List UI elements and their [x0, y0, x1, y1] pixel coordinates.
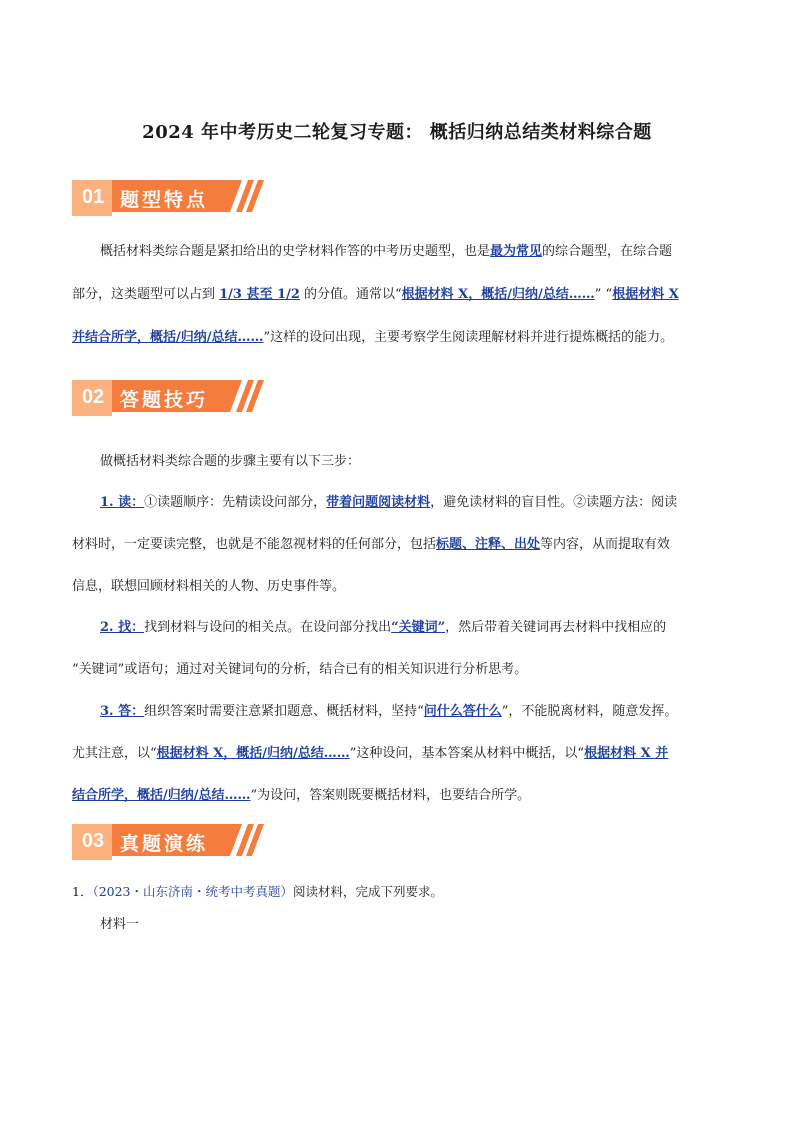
- section-title: 真题演练: [120, 833, 209, 855]
- question-source: （2023・山东济南・统考中考真题）: [92, 884, 294, 899]
- document-title: 2024 年中考历史二轮复习专题： 概括归纳总结类材料综合题: [142, 122, 652, 143]
- highlight-question-form-1: 根据材料 X，概括/归纳/总结……: [401, 287, 595, 302]
- question-1: [72, 882, 443, 900]
- highlight-question-form-2b: 结合所学，概括/归纳/总结……: [72, 788, 251, 803]
- s1-line-3: 并结合所学，概括/归纳/总结……”这样的设问出现，主要考察学生阅读理解材料并进行提炼概括的能力。: [72, 330, 674, 345]
- highlight-question-form-2b: 并结合所学，概括/归纳/总结……: [72, 330, 264, 345]
- section-header-1: [72, 178, 272, 218]
- s2-read-line-2: 材料时，一定要读完整，也就是不能忽视材料的任何部分，包括标题、注释、出处等内容，从而提取有效: [72, 537, 671, 552]
- material-label: 材料一: [100, 917, 140, 932]
- highlight-question-form-1: 根据材料 X，概括/归纳/总结……: [156, 746, 350, 761]
- s2-answer-line-2: 尤其注意，以“根据材料 X，概括/归纳/总结……”这种设问，基本答案从材料中概括，以“根据材料 X 并: [72, 746, 669, 761]
- s1-line-1: 概括材料类综合题是紧扣给出的史学材料作答的中考历史题型，也是最为常见的综合题型，在综合题: [100, 244, 673, 259]
- question-number: 1．: [72, 884, 93, 899]
- highlight-question-form-2a: 根据材料 X: [612, 287, 679, 302]
- s2-find-line-1: 2. 找：找到材料与设问的相关点。在设问部分找出“关键词”，然后带着关键词再去材料中找相应的: [100, 620, 667, 635]
- highlight-read-with-question: 带着问题阅读材料: [326, 495, 431, 510]
- section-title: 题型特点: [120, 189, 209, 211]
- s1-line-2: 部分，这类题型可以占到 1/3 甚至 1/2 的分值。通常以“根据材料 X，概括/归纳/总结……” “根据材料 X: [72, 287, 679, 302]
- step-find-label: 2. 找：: [100, 620, 145, 635]
- s2-answer-line-1: 3. 答：组织答案时需要注意紧扣题意、概括材料，坚持“问什么答什么”，不能脱离材料，随意发挥。: [100, 704, 678, 719]
- highlight-keyword: “关键词”: [391, 620, 446, 635]
- section-header-2: [72, 378, 272, 418]
- section-title: 答题技巧: [120, 389, 209, 411]
- section-number: 03: [81, 830, 105, 852]
- s2-intro: 做概括材料类综合题的步骤主要有以下三步：: [100, 454, 361, 469]
- question-text: 阅读材料，完成下列要求。: [293, 884, 444, 899]
- s2-read-line-3: 信息，联想回顾材料相关的人物、历史事件等。: [72, 579, 346, 594]
- section-number: 01: [81, 186, 105, 208]
- highlight-title-notes-source: 标题、注释、出处: [436, 537, 541, 552]
- highlight-question-form-2a: 根据材料 X 并: [584, 746, 669, 761]
- step-read-label: 1. 读：: [100, 495, 145, 510]
- highlight-most-common: 最为常见: [490, 244, 543, 259]
- section-header-3: [72, 822, 272, 862]
- section-number: 02: [81, 386, 105, 408]
- s2-read-line-1: 1. 读：①读题顺序：先精读设问部分，带着问题阅读材料，避免读材料的盲目性。②读题方法：阅读: [100, 495, 678, 510]
- s2-answer-line-3: 结合所学，概括/归纳/总结……”为设问，答案则既要概括材料，也要结合所学。: [72, 788, 531, 803]
- highlight-score-share: 1/3 甚至 1/2: [219, 287, 300, 302]
- s2-find-line-2: “关键词”或语句；通过对关键词句的分析，结合已有的相关知识进行分析思考。: [72, 662, 528, 677]
- step-answer-label: 3. 答：: [100, 704, 145, 719]
- highlight-ask-answer: 问什么答什么: [423, 704, 502, 719]
